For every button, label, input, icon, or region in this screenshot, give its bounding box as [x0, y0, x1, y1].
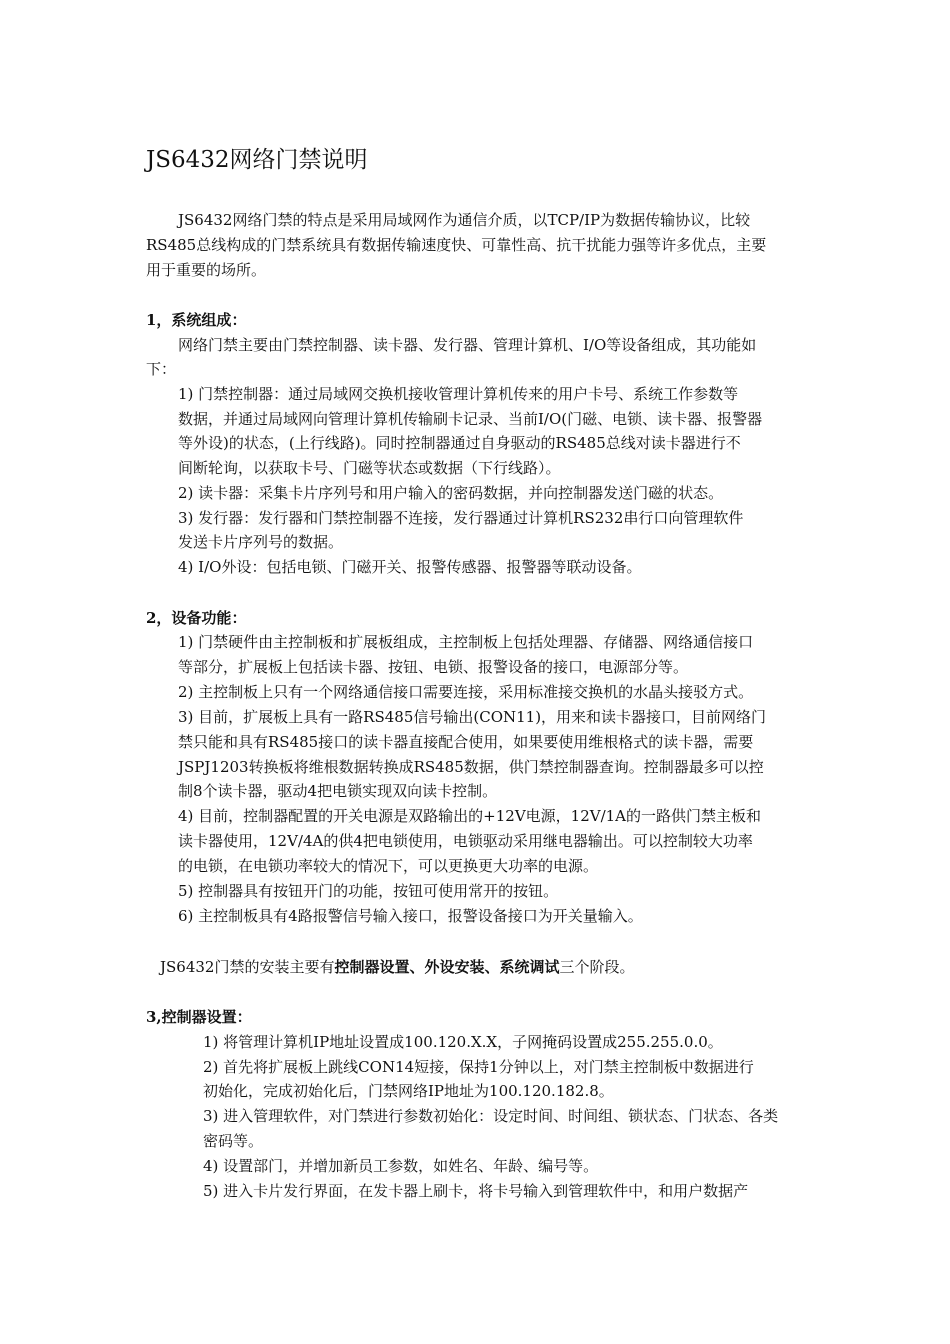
list-item: 6) 主控制板具有4路报警信号输入接口，报警设备接口为开关量输入。 — [178, 907, 643, 925]
text-line: 禁只能和具有RS485接口的读卡器直接配合使用，如果要使用维根格式的读卡器，需要 — [178, 733, 754, 751]
text-line: 等外设)的状态，(上行线路)。同时控制器通过自身驱动的RS485总线对读卡器进行不 — [178, 434, 741, 452]
list-item: 1) 将管理计算机IP地址设置成100.120.X.X，子网掩码设置成255.255.0.0。 — [203, 1033, 723, 1051]
install-summary — [160, 955, 635, 980]
text-line: RS485总线构成的门禁系统具有数据传输速度快、可靠性高、抗干扰能力强等许多优点，主要 — [146, 236, 767, 254]
list-item: 2) 主控制板上只有一个网络通信接口需要连接，采用标准接交换机的水晶头接驳方式。 — [178, 683, 754, 701]
list-item: 2) 首先将扩展板上跳线CON14短接，保持1分钟以上，对门禁主控制板中数据进行 — [203, 1058, 754, 1076]
text-line: JSPJ1203转换板将维根数据转换成RS485数据，供门禁控制器查询。控制器最多可以控 — [178, 758, 764, 776]
text-line: 密码等。 — [203, 1132, 264, 1150]
text-line: 间断轮询，以获取卡号、门磁等状态或数据（下行线路）。 — [178, 459, 561, 477]
list-item: 5) 控制器具有按钮开门的功能，按钮可使用常开的按钮。 — [178, 882, 559, 900]
list-item: 5) 进入卡片发行界面，在发卡器上刷卡，将卡号输入到管理软件中，和用户数据产 — [203, 1182, 749, 1200]
list-item: 4) 目前，控制器配置的开关电源是双路输出的+12V电源，12V/1A的一路供门禁主板和 — [178, 807, 762, 825]
text-line: 下： — [146, 360, 177, 378]
text-line: 等部分，扩展板上包括读卡器、按钮、电锁、报警设备的接口，电源部分等。 — [178, 658, 689, 676]
list-item: 2) 读卡器：采集卡片序列号和用户输入的密码数据，并向控制器发送门磁的状态。 — [178, 484, 724, 502]
text-line: 网络门禁主要由门禁控制器、读卡器、发行器、管理计算机、I/O等设备组成，其功能如 — [178, 336, 757, 354]
page-title: JS6432网络门禁说明 — [146, 147, 368, 173]
list-item: 3) 发行器：发行器和门禁控制器不连接，发行器通过计算机RS232串行口向管理软件 — [178, 509, 744, 527]
list-item: 1) 门禁硬件由主控制板和扩展板组成，主控制板上包括处理器、存储器、网络通信接口 — [178, 633, 754, 651]
text-line: 用于重要的场所。 — [146, 261, 267, 279]
text-line: 初始化，完成初始化后，门禁网络IP地址为100.120.182.8。 — [203, 1082, 614, 1100]
list-item: 1) 门禁控制器：通过局域网交换机接收管理计算机传来的用户卡号、系统工作参数等 — [178, 385, 739, 403]
text-line: 的电锁，在电锁功率较大的情况下，可以更换更大功率的电源。 — [178, 857, 599, 875]
text-line: 发送卡片序列号的数据。 — [178, 533, 344, 551]
text-line: 读卡器使用，12V/4A的供4把电锁使用，电锁驱动采用继电器输出。可以控制较大功率 — [178, 832, 753, 850]
section-heading: 3,控制器设置： — [146, 1008, 252, 1026]
list-item: 4) I/O外设：包括电锁、门磁开关、报警传感器、报警器等联动设备。 — [178, 558, 642, 576]
text-line: 数据，并通过局域网向管理计算机传输刷卡记录、当前I/O(门磁、电锁、读卡器、报警器 — [178, 410, 763, 428]
section-heading: 2，设备功能： — [146, 609, 247, 627]
install-stages: 控制器设置、外设安装、系统调试 — [334, 958, 560, 976]
list-item: 4) 设置部门，并增加新员工参数，如姓名、年龄、编号等。 — [203, 1157, 599, 1175]
text-line: JS6432网络门禁的特点是采用局域网作为通信介质，以TCP/IP为数据传输协议，比较 — [178, 211, 751, 229]
section-heading: 1，系统组成： — [146, 311, 247, 329]
list-item: 3) 进入管理软件，对门禁进行参数初始化：设定时间、时间组、锁状态、门状态、各类 — [203, 1107, 779, 1125]
list-item: 3) 目前，扩展板上具有一路RS485信号输出(CON11)，用来和读卡器接口，目前网络门 — [178, 708, 767, 726]
text-line: 制8个读卡器，驱动4把电锁实现双向读卡控制。 — [178, 782, 498, 800]
install-suffix: 三个阶段。 — [559, 958, 635, 976]
install-prefix: JS6432门禁的安装主要有 — [160, 958, 335, 976]
